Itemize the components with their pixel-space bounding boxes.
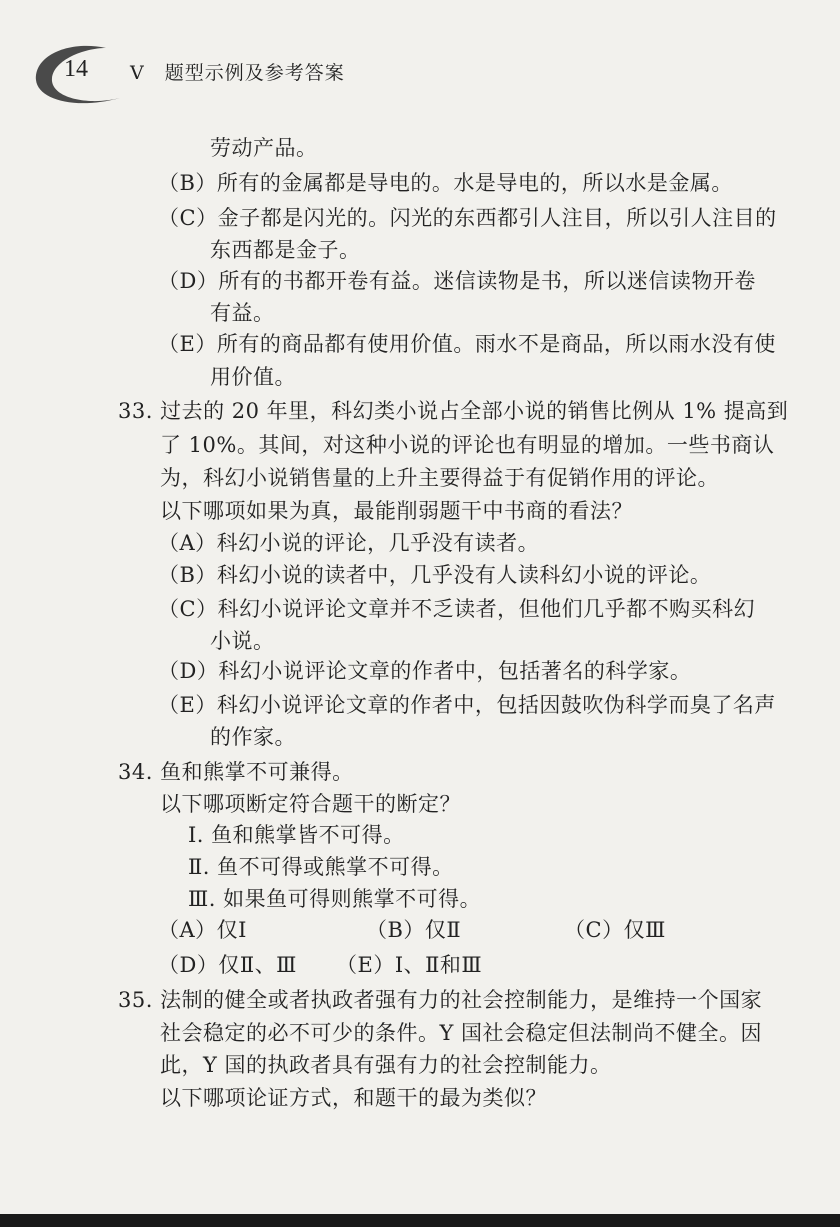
- q34-option-b: （B）仅Ⅱ: [366, 918, 462, 942]
- statement-2: Ⅱ. 鱼不可得或熊掌不可得。: [188, 855, 454, 879]
- statement-3: Ⅲ. 如果鱼可得则熊掌不可得。: [188, 887, 482, 911]
- text-line: 的作家。: [210, 725, 296, 749]
- q34-options-row1: [158, 915, 666, 945]
- text-line: 了 10%。其间，对这种小说的评论也有明显的增加。一些书商认: [160, 433, 775, 457]
- text-line: 为，科幻小说销售量的上升主要得益于有促销作用的评论。: [160, 466, 719, 490]
- question-34-stem: 34. 鱼和熊掌不可兼得。: [118, 760, 354, 784]
- statement-1: Ⅰ. 鱼和熊掌皆不可得。: [188, 823, 405, 847]
- text-line: 东西都是金子。: [210, 238, 361, 262]
- text-line: 小说。: [210, 629, 275, 653]
- question-35-stem: 35. 法制的健全或者执政者强有力的社会控制能力，是维持一个国家: [118, 988, 763, 1012]
- text-line: 此，Y 国的执政者具有强有力的社会控制能力。: [160, 1053, 612, 1077]
- text-line: （D）科幻小说评论文章的作者中，包括著名的科学家。: [158, 659, 692, 683]
- text-line: （D）所有的书都开卷有益。迷信读物是书，所以迷信读物开卷: [158, 269, 756, 293]
- text-line: （E）所有的商品都有使用价值。雨水不是商品，所以雨水没有使: [158, 332, 776, 356]
- text-line: （B）所有的金属都是导电的。水是导电的，所以水是金属。: [158, 171, 733, 195]
- text-line: 以下哪项论证方式，和题干的最为类似？: [160, 1086, 547, 1110]
- running-header: Ⅴ 题型示例及参考答案: [130, 62, 345, 84]
- text-line: 社会稳定的必不可少的条件。Y 国社会稳定但法制尚不健全。因: [160, 1021, 763, 1045]
- q34-option-d: （D）仅Ⅱ、Ⅲ: [158, 953, 297, 977]
- text-line: （E）科幻小说评论文章的作者中，包括因鼓吹伪科学而臭了名声: [158, 693, 776, 717]
- text-line: 有益。: [210, 301, 275, 325]
- text-line: 以下哪项断定符合题干的断定？: [160, 792, 461, 816]
- q34-options-row2: [158, 950, 482, 980]
- q34-option-c: （C）仅Ⅲ: [564, 918, 666, 942]
- text-line: （A）科幻小说的评论，几乎没有读者。: [158, 531, 540, 555]
- question-33-stem: 33. 过去的 20 年里，科幻类小说占全部小说的销售比例从 1% 提高到: [118, 399, 789, 423]
- q34-option-e: （E）Ⅰ、Ⅱ和Ⅲ: [336, 953, 483, 977]
- text-line: （C）科幻小说评论文章并不乏读者，但他们几乎都不购买科幻: [158, 597, 756, 621]
- page-number: 14: [64, 56, 88, 82]
- text-line: 用价值。: [210, 365, 296, 389]
- text-line: （C）金子都是闪光的。闪光的东西都引人注目，所以引人注目的: [158, 206, 777, 230]
- text-line: 以下哪项如果为真，最能削弱题干中书商的看法？: [160, 499, 633, 523]
- scan-bottom-edge: [0, 1214, 840, 1227]
- q34-option-a: （A）仅Ⅰ: [158, 918, 247, 942]
- text-line: （B）科幻小说的读者中，几乎没有人读科幻小说的评论。: [158, 563, 712, 587]
- text-line: 劳动产品。: [210, 136, 318, 160]
